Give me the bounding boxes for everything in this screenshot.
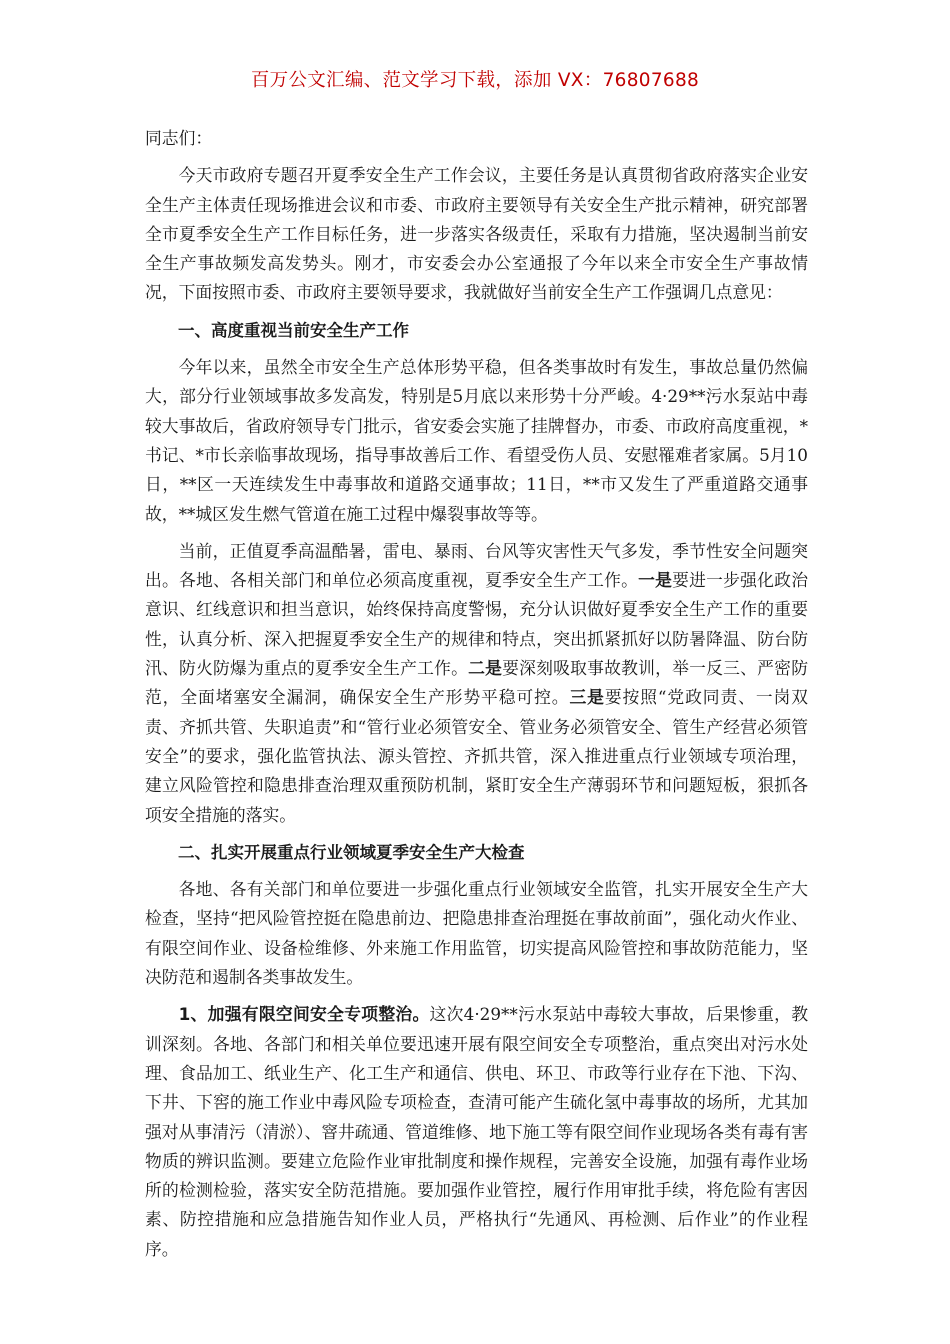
para2-text-g: 要按照“党政同责、一岗双责、齐抓共管、失职追责”和“管行业必须管安全、管业务必须管安全、管生产经营必须管安全”的要求，强化监管执法、源头管控、齐抓共管，深入推进重点行业领域专项治理，建立风险管控和隐患排查治理双重预防机制，紧盯安全生产薄弱环节和问题短板，狠抓各项安全措施的落实。 — [145, 687, 808, 825]
item1-title: 1、加强有限空间安全专项整治。 — [178, 1004, 430, 1025]
point-three-label: 三是 — [569, 687, 605, 708]
item1-body: 这次4·29**污水泵站中毒较大事故，后果惨重，教训深刻。各地、各部门和相关单位要迅速开展有限空间安全专项整治，重点突出对污水处理、食品加工、纸业生产、化工生产和通信、供电、环卫、市政等行业存在下池、下沟、下井、下窖的施工作业中毒风险专项检查，查清可能产生硫化氢中毒事故的场所，尤其加强对从事清污（清淤）、窨井疏通、管道维修、地下施工等有限空间作业现场各类有毒有害物质的辨识监测。要建立危险作业审批制度和操作规程，完善安全设施，加强有毒作业场所的检测检验，落实安全防范措施。要加强作业管控，履行作用审批手续，将危险有害因素、防控措施和应急措施告知作业人员，严格执行“先通风、再检测、后作业”的作业程序。 — [145, 1004, 808, 1259]
section2-item-1 — [145, 1000, 808, 1264]
para2-text-e: 要深刻吸取事故教训，举一反三、严密防范，全面堵塞安全漏洞，确保安全生产形势平稳可控。 — [145, 658, 808, 708]
section-heading-2: 二、扎实开展重点行业领域夏季安全生产大检查 — [178, 842, 525, 862]
point-one-label: 一是 — [638, 570, 673, 591]
salutation: 同志们： — [145, 128, 213, 148]
section1-paragraph-1: 今年以来，虽然全市安全生产总体形势平稳，但各类事故时有发生，事故总量仍然偏大，部分行业领域事故多发高发，特别是5月底以来形势十分严峻。4·29**污水泵站中毒较大事故后，省政府领导专门批示，省安委会实施了挂牌督办，市委、市政府高度重视，*书记、*市长亲临事故现场，指导事故善后工作、看望受伤人员、安慰罹难者家属。5月10日，**区一天连续发生中毒事故和道路交通事故；11日，**市又发生了严重道路交通事故，**城区发生燃气管道在施工过程中爆裂事故等等。 — [145, 357, 808, 524]
section1-paragraph-2 — [145, 537, 808, 830]
section-heading-1: 一、高度重视当前安全生产工作 — [178, 320, 409, 340]
watermark-banner: 百万公文汇编、范文学习下载，添加 VX：76807688 — [250, 70, 700, 91]
para2-text-c: 要进一步强化政治意识、红线意识和担当意识，始终保持高度警惕，充分认识做好夏季安全生产工作的重要性，认真分析、深入把握夏季安全生产的规律和特点，突出抓紧抓好以防暑降温、防台防汛、防火防爆为重点的夏季安全生产工作。 — [145, 570, 808, 679]
para2-text-a: 当前，正值夏季高温酷暑，雷电、暴雨、台风等灾害性天气多发，季节性安全问题突出。各地、各相关部门和单位必须高度重视，夏季安全生产工作。 — [145, 540, 808, 591]
document-body — [145, 124, 808, 1272]
section2-paragraph-1: 各地、各有关部门和单位要进一步强化重点行业领域安全监管，扎实开展安全生产大检查，坚持“把风险管控挺在隐患前边、把隐患排查治理挺在事故前面”，强化动火作业、有限空间作业、设备检维修、外来施工作用监管，切实提高风险管控和事故防范能力，坚决防范和遏制各类事故发生。 — [145, 879, 808, 988]
point-two-label: 二是 — [468, 658, 503, 679]
intro-paragraph: 今天市政府专题召开夏季安全生产工作会议，主要任务是认真贯彻省政府落实企业安全生产主体责任现场推进会议和市委、市政府主要领导有关安全生产批示精神，研究部署全市夏季安全生产工作目标任务，进一步落实各级责任，采取有力措施，坚决遏制当前安全生产事故频发高发势头。刚才，市安委会办公室通报了今年以来全市安全生产事故情况，下面按照市委、市政府主要领导要求，我就做好当前安全生产工作强调几点意见： — [145, 165, 808, 303]
